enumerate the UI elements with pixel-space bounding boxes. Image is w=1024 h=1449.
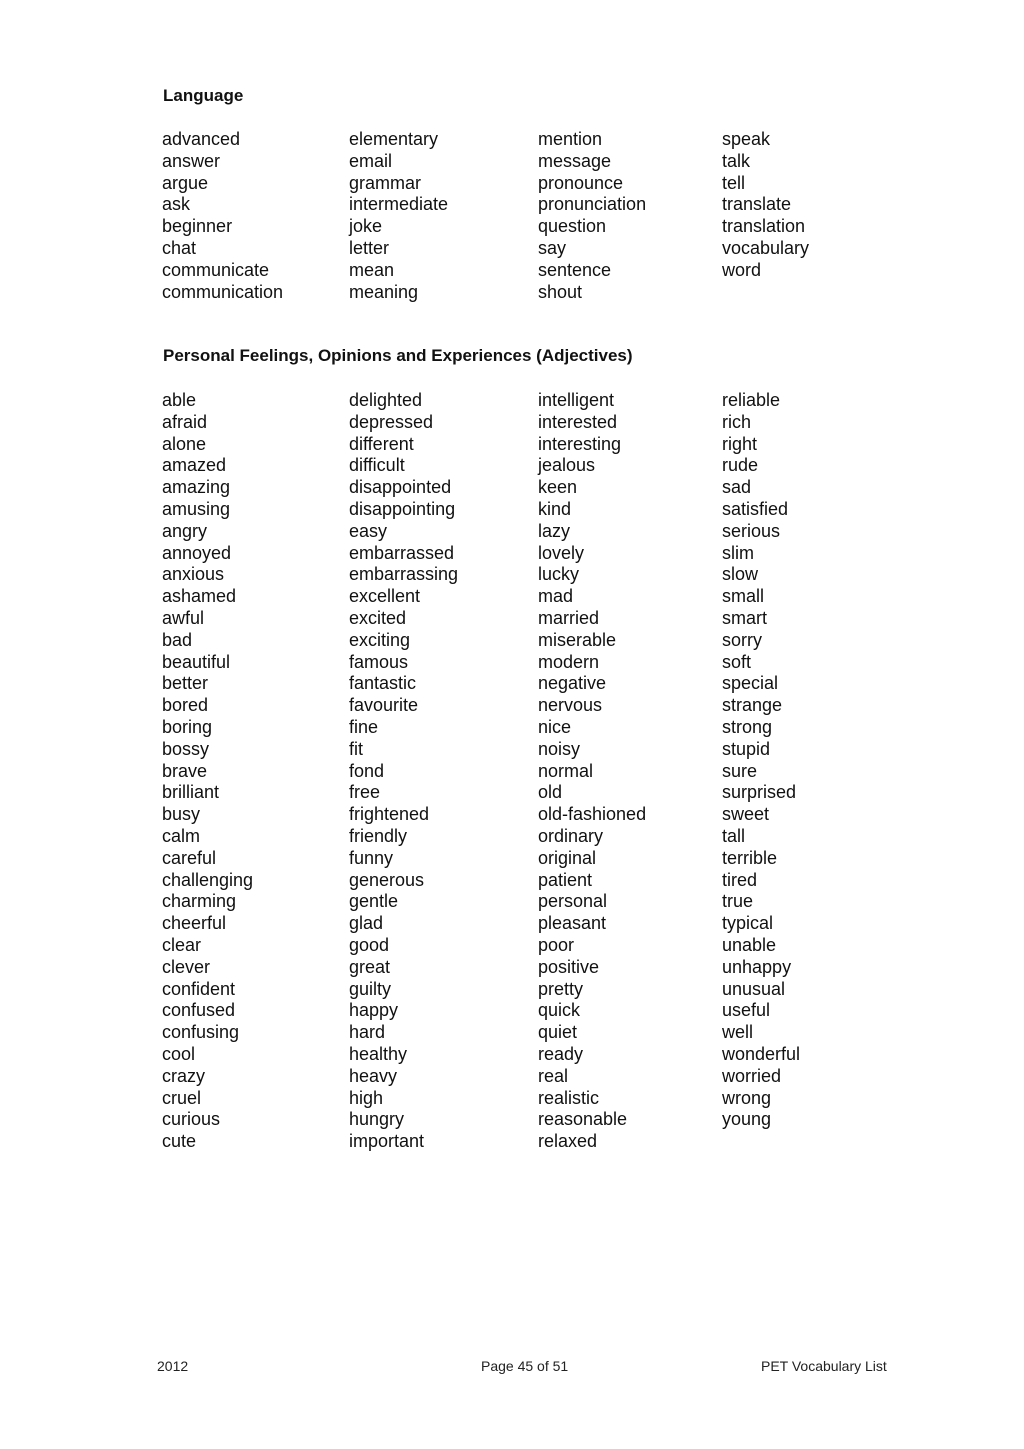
vocabulary-word: useful (722, 1000, 771, 1021)
word-column-1 (162, 390, 253, 1153)
vocabulary-word: great (349, 956, 391, 977)
vocabulary-word: ordinary (538, 825, 604, 846)
vocabulary-word: strong (722, 716, 773, 737)
vocabulary-word: careful (162, 847, 217, 868)
word-column-2 (349, 390, 458, 1153)
vocabulary-word: brave (162, 760, 208, 781)
vocabulary-word: delighted (349, 390, 423, 410)
vocabulary-word: interesting (538, 433, 622, 454)
vocabulary-word: friendly (349, 825, 408, 846)
vocabulary-word: sentence (538, 259, 612, 280)
vocabulary-word: mean (349, 259, 395, 280)
vocabulary-word: positive (538, 956, 600, 977)
vocabulary-word: good (349, 934, 390, 955)
vocabulary-word: fit (349, 738, 364, 759)
vocabulary-word: tall (722, 825, 746, 846)
vocabulary-word: speak (722, 129, 771, 149)
vocabulary-word: talk (722, 150, 751, 171)
vocabulary-word: cruel (162, 1087, 202, 1108)
vocabulary-word: tell (722, 172, 746, 193)
vocabulary-word: small (722, 586, 765, 607)
vocabulary-word: jealous (538, 455, 596, 476)
footer-page-number: Page 45 of 51 (481, 1358, 569, 1374)
vocabulary-word: amusing (162, 498, 231, 519)
vocabulary-word: question (538, 216, 607, 237)
vocabulary-word: amazing (162, 477, 231, 498)
vocabulary-word: hard (349, 1022, 386, 1043)
vocabulary-word: ready (538, 1043, 584, 1064)
vocabulary-word: ask (162, 194, 191, 215)
vocabulary-word: relaxed (538, 1131, 598, 1152)
vocabulary-word: sad (722, 477, 752, 498)
vocabulary-word: depressed (349, 411, 434, 432)
vocabulary-word: embarrassed (349, 542, 455, 563)
vocabulary-word: nice (538, 716, 572, 737)
vocabulary-word: gentle (349, 891, 399, 912)
vocabulary-word: advanced (162, 129, 241, 149)
vocabulary-word: pretty (538, 978, 584, 999)
vocabulary-word: normal (538, 760, 594, 781)
vocabulary-word: true (722, 891, 754, 912)
vocabulary-word: satisfied (722, 498, 789, 519)
vocabulary-word: grammar (349, 172, 422, 193)
vocabulary-word: clever (162, 956, 211, 977)
vocabulary-word: cute (162, 1131, 197, 1152)
vocabulary-word: confusing (162, 1022, 240, 1043)
vocabulary-word: surprised (722, 782, 797, 803)
vocabulary-word: intermediate (349, 194, 449, 215)
vocabulary-word: fine (349, 716, 379, 737)
vocabulary-word: cool (162, 1043, 196, 1064)
vocabulary-word: afraid (162, 411, 208, 432)
vocabulary-word: angry (162, 520, 208, 541)
vocabulary-word: unusual (722, 978, 786, 999)
vocabulary-word: slim (722, 542, 754, 563)
vocabulary-word: cheerful (162, 913, 227, 934)
vocabulary-word: shout (538, 281, 583, 302)
vocabulary-word: terrible (722, 847, 778, 868)
vocabulary-word: serious (722, 520, 781, 541)
vocabulary-word: confused (162, 1000, 236, 1021)
vocabulary-word: happy (349, 1000, 399, 1021)
vocabulary-word: bossy (162, 738, 210, 759)
vocabulary-word: translation (722, 216, 806, 237)
vocabulary-word: lucky (538, 564, 580, 585)
vocabulary-word: brilliant (162, 782, 220, 803)
vocabulary-word: elementary (349, 129, 439, 149)
vocabulary-word: sorry (722, 629, 762, 650)
word-column-2 (349, 129, 448, 303)
vocabulary-word: challenging (162, 869, 254, 890)
vocabulary-word: personal (538, 891, 608, 912)
vocabulary-word: vocabulary (722, 237, 810, 258)
vocabulary-word: charming (162, 891, 237, 912)
vocabulary-word: meaning (349, 281, 419, 302)
vocabulary-word: special (722, 673, 779, 694)
word-column-4 (722, 390, 800, 1131)
vocabulary-word: fond (349, 760, 385, 781)
vocabulary-word: confident (162, 978, 236, 999)
vocabulary-word: beginner (162, 216, 233, 237)
vocabulary-word: argue (162, 172, 209, 193)
vocabulary-word: important (349, 1131, 425, 1152)
vocabulary-word: smart (722, 607, 767, 628)
vocabulary-word: chat (162, 237, 197, 258)
vocabulary-word: unhappy (722, 956, 792, 977)
vocabulary-word: rich (722, 411, 752, 432)
vocabulary-word: boring (162, 716, 213, 737)
vocabulary-word: embarrassing (349, 564, 459, 585)
vocabulary-word: lazy (538, 520, 571, 541)
vocabulary-word: frightened (349, 804, 430, 825)
vocabulary-word: original (538, 847, 597, 868)
vocabulary-word: able (162, 390, 197, 410)
vocabulary-word: clear (162, 934, 202, 955)
word-column-3 (538, 129, 646, 303)
vocabulary-word: real (538, 1065, 569, 1086)
word-column-1 (162, 129, 283, 303)
vocabulary-word: soft (722, 651, 752, 672)
vocabulary-word: curious (162, 1109, 221, 1130)
vocabulary-word: busy (162, 804, 201, 825)
section-heading-language: Language (163, 86, 244, 105)
vocabulary-word: ashamed (162, 586, 237, 607)
vocabulary-word: letter (349, 237, 390, 258)
vocabulary-word: kind (538, 498, 572, 519)
vocabulary-word: bored (162, 695, 209, 716)
vocabulary-word: translate (722, 194, 792, 215)
vocabulary-word: amazed (162, 455, 227, 476)
vocabulary-word: generous (349, 869, 425, 890)
vocabulary-word: beautiful (162, 651, 231, 672)
vocabulary-word: unable (722, 934, 777, 955)
vocabulary-word: disappointing (349, 498, 456, 519)
vocabulary-word: heavy (349, 1065, 398, 1086)
vocabulary-word: sure (722, 760, 758, 781)
vocabulary-word: alone (162, 433, 207, 454)
vocabulary-word: keen (538, 477, 578, 498)
word-column-4 (722, 129, 809, 282)
section-heading-feelings: Personal Feelings, Opinions and Experiences (Adjectives) (163, 346, 633, 365)
vocabulary-word: well (722, 1022, 754, 1043)
vocabulary-word: noisy (538, 738, 581, 759)
vocabulary-word: say (538, 237, 567, 258)
vocabulary-word: pronunciation (538, 194, 647, 215)
vocabulary-word: worried (722, 1065, 782, 1086)
vocabulary-word: wrong (722, 1087, 772, 1108)
vocabulary-word: better (162, 673, 209, 694)
vocabulary-word: fantastic (349, 673, 417, 694)
vocabulary-word: stupid (722, 738, 771, 759)
vocabulary-word: joke (349, 216, 383, 237)
footer-document-title: PET Vocabulary List (761, 1358, 887, 1374)
vocabulary-word: quiet (538, 1022, 578, 1043)
vocabulary-word: crazy (162, 1065, 206, 1086)
vocabulary-word: realistic (538, 1087, 600, 1108)
vocabulary-word: glad (349, 913, 384, 934)
vocabulary-word: email (349, 150, 393, 171)
vocabulary-word: miserable (538, 629, 617, 650)
vocabulary-word: difficult (349, 455, 405, 476)
vocabulary-word: famous (349, 651, 409, 672)
vocabulary-word: anxious (162, 564, 225, 585)
vocabulary-word: right (722, 433, 758, 454)
vocabulary-word: strange (722, 695, 783, 716)
vocabulary-word: message (538, 150, 612, 171)
vocabulary-word: wonderful (722, 1043, 801, 1064)
vocabulary-word: calm (162, 825, 201, 846)
vocabulary-word: pronounce (538, 172, 624, 193)
vocabulary-word: answer (162, 150, 221, 171)
vocabulary-word: quick (538, 1000, 581, 1021)
vocabulary-word: healthy (349, 1043, 408, 1064)
vocabulary-word: nervous (538, 695, 603, 716)
vocabulary-word: awful (162, 607, 205, 628)
vocabulary-word: pleasant (538, 913, 607, 934)
vocabulary-word: rude (722, 455, 759, 476)
vocabulary-word: tired (722, 869, 758, 890)
vocabulary-word: disappointed (349, 477, 452, 498)
vocabulary-word: free (349, 782, 381, 803)
vocabulary-word: annoyed (162, 542, 232, 563)
vocabulary-word: excellent (349, 586, 421, 607)
vocabulary-word: exciting (349, 629, 411, 650)
vocabulary-word: poor (538, 934, 575, 955)
vocabulary-word: modern (538, 651, 600, 672)
word-column-3 (538, 390, 646, 1153)
vocabulary-word: funny (349, 847, 394, 868)
vocabulary-word: old-fashioned (538, 804, 647, 825)
vocabulary-word: lovely (538, 542, 585, 563)
vocabulary-word: interested (538, 411, 618, 432)
vocabulary-word: mad (538, 586, 574, 607)
vocabulary-word: young (722, 1109, 772, 1130)
vocabulary-word: hungry (349, 1109, 405, 1130)
vocabulary-word: guilty (349, 978, 392, 999)
vocabulary-word: slow (722, 564, 759, 585)
vocabulary-word: favourite (349, 695, 419, 716)
vocabulary-word: married (538, 607, 600, 628)
vocabulary-word: mention (538, 129, 603, 149)
vocabulary-word: negative (538, 673, 607, 694)
vocabulary-word: communicate (162, 259, 270, 280)
vocabulary-word: reasonable (538, 1109, 628, 1130)
vocabulary-word: old (538, 782, 563, 803)
vocabulary-word: sweet (722, 804, 770, 825)
vocabulary-word: high (349, 1087, 384, 1108)
vocabulary-word: different (349, 433, 414, 454)
vocabulary-word: communication (162, 281, 284, 302)
vocabulary-word: bad (162, 629, 193, 650)
vocabulary-word: word (722, 259, 762, 280)
footer-year: 2012 (157, 1358, 189, 1374)
vocabulary-word: reliable (722, 390, 781, 410)
vocabulary-word: intelligent (538, 390, 615, 410)
vocabulary-word: patient (538, 869, 593, 890)
vocabulary-word: excited (349, 607, 407, 628)
vocabulary-word: typical (722, 913, 774, 934)
vocabulary-word: easy (349, 520, 388, 541)
